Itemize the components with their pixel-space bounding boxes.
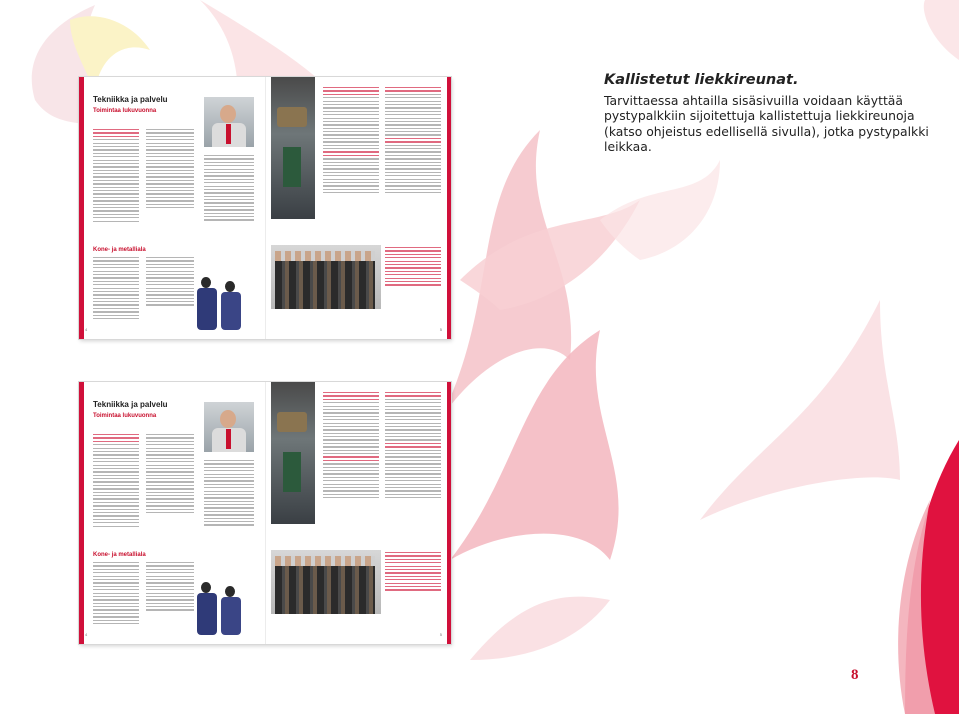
group-photo [271,245,381,309]
portrait-photo [204,402,254,452]
group-photo [271,550,381,614]
text-column [323,392,379,501]
spread-right-page [265,77,451,339]
workshop-photo [271,77,315,219]
spread-left-page [79,77,265,339]
right-page-number: 5 [439,632,442,637]
workers-photo [197,580,247,636]
text-column [385,87,441,196]
section-title: Tekniikka ja palvelu [93,95,168,104]
subhead-kone-metalliala: Kone- ja metalliala [93,552,146,558]
description-body: Tarvittaessa ahtailla sisäsivuilla voidaan käyttää pystypalkkiin sijoitettuja kallistettuja liekkireunoja (katso ohjeistus edellisellä sivulla), jotka pystypalkki leikkaa. [604,93,929,155]
red-vertical-bar [79,77,84,339]
text-column [93,434,139,529]
description-title: Kallistetut liekkireunat. [604,72,799,88]
text-column [93,129,139,224]
spread-left-page [79,382,265,644]
red-vertical-bar [79,382,84,644]
text-column [204,460,254,528]
text-column [146,129,194,210]
section-title: Tekniikka ja palvelu [93,400,168,409]
subhead-toimintaa: Toimintaa lukuvuonna [93,108,157,114]
right-page-number: 5 [439,327,442,332]
subhead-kone-metalliala: Kone- ja metalliala [93,247,146,253]
text-column [385,552,441,593]
magazine-spread-top [79,77,451,339]
left-page-number: 4 [85,327,88,332]
magazine-spread-bottom [79,382,451,644]
text-column [146,257,194,308]
page-number: 8 [851,667,859,683]
text-column [146,562,194,613]
left-page-number: 4 [85,632,88,637]
portrait-photo [204,97,254,147]
text-column [93,257,139,321]
workshop-photo [271,382,315,524]
workers-photo [197,275,247,331]
text-column [323,87,379,196]
text-column [385,247,441,288]
subhead-toimintaa: Toimintaa lukuvuonna [93,413,157,419]
text-column [204,155,254,223]
spread-right-page [265,382,451,644]
red-vertical-bar [447,382,451,644]
text-column [146,434,194,515]
text-column [385,392,441,501]
red-vertical-bar [447,77,451,339]
text-column [93,562,139,626]
